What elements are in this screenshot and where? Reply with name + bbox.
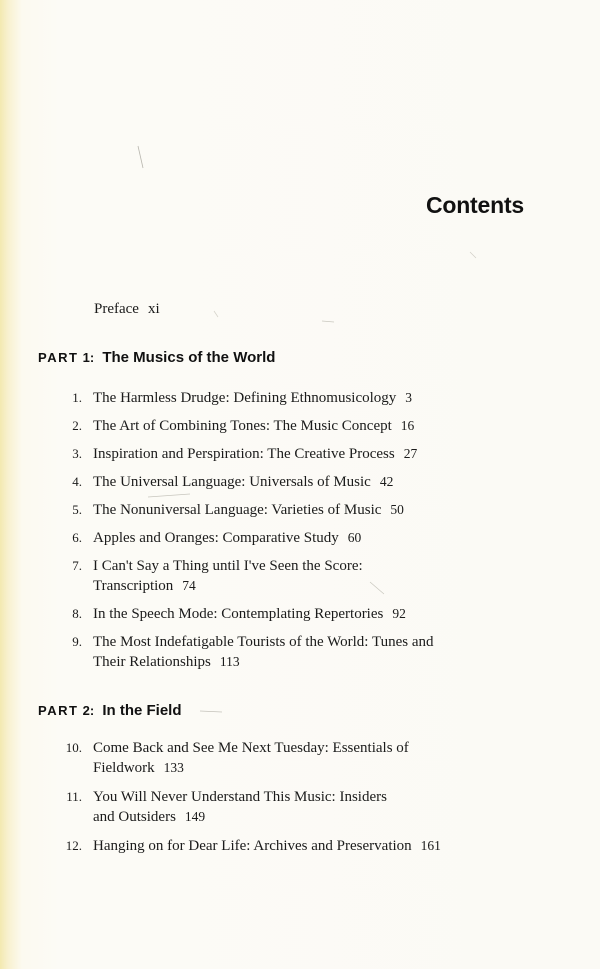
page-number: 42 <box>379 474 394 489</box>
chapter-title-continued: Transcription <box>93 578 174 594</box>
page-number: 27 <box>403 446 418 461</box>
chapter-title: I Can't Say a Thing until I've Seen the Score: <box>93 558 363 574</box>
chapter-number: 1. <box>72 390 82 405</box>
chapter-title: Hanging on for Dear Life: Archives and Preservation <box>93 838 412 854</box>
toc-entry[interactable] <box>58 632 478 672</box>
toc-entry[interactable] <box>58 604 478 624</box>
chapter-title: The Universal Language: Universals of Music <box>93 474 371 490</box>
preface-entry[interactable] <box>94 301 160 318</box>
part-2-heading: PART 2: In the Field <box>38 702 182 719</box>
chapter-title: The Nonuniversal Language: Varieties of Music <box>93 502 382 518</box>
page-number: 92 <box>392 606 406 621</box>
chapter-title: Come Back and See Me Next Tuesday: Essentials of <box>93 740 409 756</box>
chapter-title: The Most Indefatigable Tourists of the World: Tunes and <box>93 634 434 650</box>
page-number: 74 <box>182 578 196 593</box>
chapter-number: 4. <box>72 474 82 489</box>
toc-entry[interactable] <box>58 556 478 596</box>
page-number: 60 <box>347 530 362 545</box>
page-number: 3 <box>405 390 413 405</box>
chapter-number: 11. <box>66 789 82 804</box>
page-number: 161 <box>420 838 441 853</box>
chapter-title: You Will Never Understand This Music: Insiders <box>93 789 387 805</box>
toc-entry[interactable] <box>58 472 478 492</box>
page-number: 16 <box>400 418 415 433</box>
preface-label: Preface <box>94 301 139 317</box>
toc-entry[interactable] <box>58 836 478 856</box>
toc-entry[interactable] <box>58 738 478 778</box>
toc-entry[interactable] <box>58 787 478 827</box>
chapter-title: The Art of Combining Tones: The Music Concept <box>93 418 392 434</box>
chapter-title-continued: and Outsiders <box>93 809 176 825</box>
chapter-number: 7. <box>72 558 82 573</box>
page-number: 113 <box>219 654 240 669</box>
contents-title: Contents <box>425 192 524 218</box>
chapter-title: The Harmless Drudge: Defining Ethnomusicology <box>93 390 397 406</box>
toc-entry[interactable] <box>58 444 478 464</box>
chapter-title: Inspiration and Perspiration: The Creative Process <box>93 446 395 462</box>
page-number: 50 <box>390 502 404 517</box>
chapter-number: 12. <box>65 838 82 853</box>
page-number: xi <box>147 301 160 317</box>
chapter-number: 9. <box>72 634 82 649</box>
toc-entry[interactable] <box>58 528 478 548</box>
chapter-number: 10. <box>65 740 82 755</box>
chapter-title-continued: Fieldwork <box>93 760 155 776</box>
chapter-title: Apples and Oranges: Comparative Study <box>93 530 339 546</box>
part-1-heading: PART 1: The Musics of the World <box>38 349 276 366</box>
toc-entry[interactable] <box>58 416 478 436</box>
page-number: 149 <box>184 809 206 824</box>
chapter-title-continued: Their Relationships <box>93 654 211 670</box>
chapter-number: 2. <box>72 418 82 433</box>
chapter-title: In the Speech Mode: Contemplating Repertories <box>93 606 384 622</box>
chapter-number: 6. <box>72 530 82 545</box>
toc-entry[interactable] <box>58 388 478 408</box>
page-number: 133 <box>163 760 184 775</box>
chapter-number: 8. <box>72 606 82 621</box>
chapter-number: 5. <box>72 502 82 517</box>
toc-entry[interactable] <box>58 500 478 520</box>
chapter-number: 3. <box>72 446 82 461</box>
